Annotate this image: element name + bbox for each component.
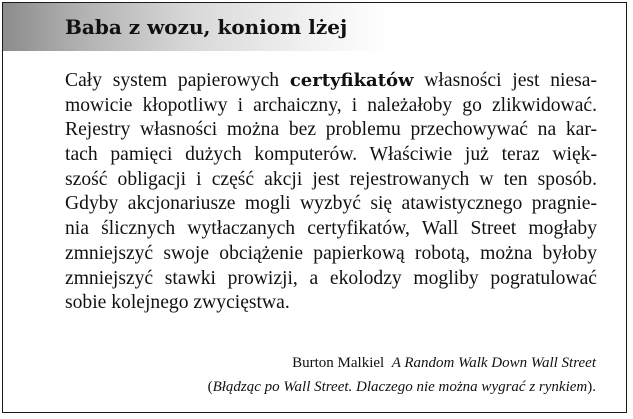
attribution-line-1: [292, 355, 596, 372]
author-name: Burton Malkiel: [292, 355, 385, 371]
quote-body: [65, 69, 597, 316]
attribution-line-2: [208, 379, 596, 396]
book-title: A Random Walk Down Wall Street: [391, 355, 596, 371]
body-line: Rejestry własności można bez problemu przechowywać na kar-: [65, 119, 597, 141]
body-line: Gdyby akcjonariusze mogli wyzbyć się atawistycznego pragnie-: [65, 193, 597, 215]
paren-open: (: [207, 379, 213, 395]
quote-box: [2, 2, 627, 413]
body-line: mowicie kłopotliwy i archaiczny, i należałoby go zlikwidować.: [65, 94, 597, 116]
paren-close: ).: [587, 379, 596, 395]
body-line-text: Cały system papierowych: [65, 70, 290, 91]
body-line-text: własności jest niesa-: [413, 70, 598, 91]
translated-title: Błądząc po Wall Street. Dlaczego nie można wygrać z rynkiem: [212, 379, 588, 395]
box-title: Baba z wozu, koniom lżej: [65, 15, 348, 39]
body-line: szość obligacji i część akcji jest rejestrowanych w ten sposób.: [65, 168, 597, 190]
body-line: zmniejszyć swoje obciążenie papierkową robotą, można byłoby: [65, 242, 597, 264]
bold-term: certyfikatów: [289, 70, 414, 91]
body-line: zmniejszyć stawki prowizji, a ekolodzy mogliby pogratulować: [65, 267, 597, 289]
title-bar: [3, 3, 626, 51]
body-line: sobie kolejnego zwycięstwa.: [65, 292, 290, 314]
body-line: [65, 69, 597, 94]
body-line: tach pamięci dużych komputerów. Właściwie już teraz więk-: [65, 144, 597, 166]
body-line: nia ślicznych wytłaczanych certyfikatów, Wall Street mogłaby: [65, 218, 597, 240]
